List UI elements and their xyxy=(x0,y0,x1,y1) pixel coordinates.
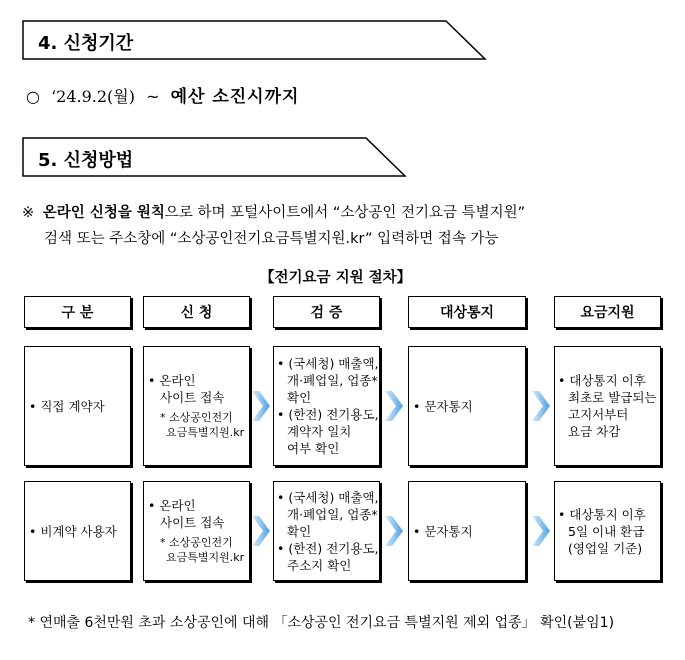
flow-arrow-icon xyxy=(532,391,550,421)
support-line: 고지서부터 xyxy=(568,407,629,422)
row-1-support xyxy=(554,346,661,466)
row-2-support xyxy=(554,481,661,581)
period-bullet: ○ xyxy=(26,87,40,106)
verify-line: • (국세청) 매출액, xyxy=(277,489,379,505)
apply-note: * 소상공인전기 xyxy=(160,536,233,549)
footnote: * 연매출 6천만원 초과 소상공인에 대해 「소상공인 전기요금 특별지원 제외 업종」 확인(붙임1) xyxy=(28,615,615,631)
note-mark: ※ xyxy=(22,205,35,221)
verify-line: 계약자 일치 xyxy=(287,424,352,439)
row-2-category xyxy=(24,481,131,581)
header-notify: 대상통지 xyxy=(408,296,526,328)
verify-line: 확인 xyxy=(287,523,312,539)
verify-line: 주소지 확인 xyxy=(287,557,352,573)
support-line: • 대상통지 이후 xyxy=(558,506,646,522)
apply-line: • 온라인 xyxy=(148,373,196,388)
note-line-1: 으로 하며 포털사이트에서 “소상공인 전기요금 특별지원” xyxy=(164,205,526,221)
period-end-text: 예산 소진시까지 xyxy=(170,87,300,107)
verify-line: 개·폐업일, 업종* xyxy=(287,506,378,522)
row-1-notify xyxy=(408,346,526,466)
support-line: 요금 차감 xyxy=(568,424,621,439)
support-line: 최초로 발급되는 xyxy=(568,390,657,405)
row-2-apply xyxy=(143,481,250,581)
apply-note: * 소상공인전기 xyxy=(160,411,233,424)
header-verify: 검 증 xyxy=(273,296,380,328)
support-line: 5일 이내 환급 xyxy=(568,523,645,539)
note-line-2: 검색 또는 주소창에 “소상공인전기요금특별지원.kr” 입력하면 접속 가능 xyxy=(44,231,499,247)
row-2-verify xyxy=(273,481,380,581)
row-1-category-text: • 직접 계약자 xyxy=(29,398,105,414)
apply-note: 요금특별지원.kr xyxy=(166,551,245,564)
verify-line: • (한전) 전기용도, xyxy=(277,407,379,422)
row-2-category-text: • 비계약 사용자 xyxy=(29,523,117,539)
row-1-verify xyxy=(273,346,380,466)
verify-line: 개·폐업일, 업종* xyxy=(287,373,378,388)
row-1-apply xyxy=(143,346,250,466)
header-category: 구 분 xyxy=(24,296,131,328)
section-5-title: 5. 신청방법 xyxy=(38,150,134,171)
verify-line: 확인 xyxy=(287,390,312,405)
header-apply: 신 청 xyxy=(143,296,250,328)
apply-note: 요금특별지원.kr xyxy=(166,426,245,439)
flow-arrow-icon xyxy=(385,516,403,546)
note-emphasis: 온라인 신청을 원칙 xyxy=(42,205,165,221)
apply-line: 사이트 접속 xyxy=(160,390,225,405)
online-application-note xyxy=(22,201,525,222)
verify-line: • (한전) 전기용도, xyxy=(277,540,379,556)
notify-text: • 문자통지 xyxy=(413,398,473,414)
period-tilde: ~ xyxy=(146,87,160,106)
application-period xyxy=(26,82,299,107)
row-2-notify xyxy=(408,481,526,581)
flow-arrow-icon xyxy=(385,391,403,421)
section-4-title: 4. 신청기간 xyxy=(38,33,134,54)
header-support: 요금지원 xyxy=(554,296,661,328)
apply-line: 사이트 접속 xyxy=(160,515,225,530)
period-start-date: ‘24.9.2(월) xyxy=(51,87,135,106)
flow-arrow-icon xyxy=(252,516,270,546)
verify-line: 여부 확인 xyxy=(287,441,340,456)
notify-text: • 문자통지 xyxy=(413,523,473,539)
flow-arrow-icon xyxy=(532,516,550,546)
support-line: • 대상통지 이후 xyxy=(558,373,646,388)
row-1-category xyxy=(24,346,131,466)
verify-line: • (국세청) 매출액, xyxy=(277,356,379,371)
procedure-title: 【전기요금 지원 절차】 xyxy=(260,270,412,286)
apply-line: • 온라인 xyxy=(148,498,196,513)
flow-arrow-icon xyxy=(252,391,270,421)
support-line: (영업일 기준) xyxy=(568,540,643,556)
